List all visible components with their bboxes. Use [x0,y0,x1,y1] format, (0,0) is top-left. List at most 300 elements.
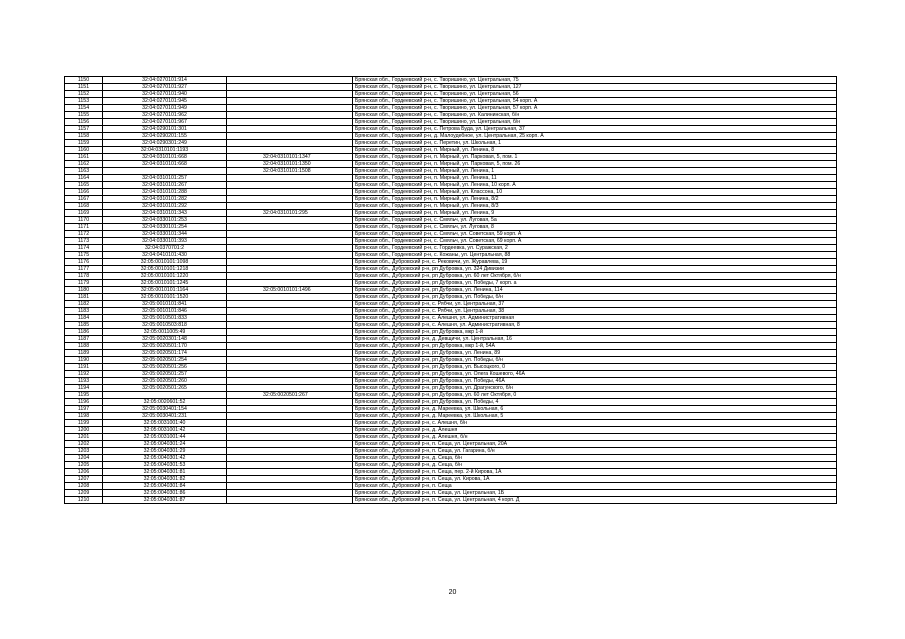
related-cadastral-number-cell [227,476,353,483]
row-number-cell: 1174 [65,245,103,252]
address-cell: Брянская обл., Дубровский р-н, п. Сеща, ул. Центральная, 20А [353,441,837,448]
row-number-cell: 1170 [65,217,103,224]
cadastral-number-cell: 32:05:0010101:1520 [103,294,227,301]
row-number-cell: 1151 [65,84,103,91]
table-row [65,189,837,196]
row-number-cell: 1190 [65,357,103,364]
row-number-cell: 1160 [65,147,103,154]
row-number-cell: 1166 [65,189,103,196]
row-number-cell: 1191 [65,364,103,371]
address-cell: Брянская обл., Дубровский р-н, с. Рябчи, ул. Центральная, 37 [353,301,837,308]
table-row [65,84,837,91]
table-row [65,343,837,350]
row-number-cell: 1187 [65,336,103,343]
address-cell: Брянская обл., Гордеевский р-н, п. Мирный, ул. Ленина, 8 [353,147,837,154]
related-cadastral-number-cell [227,252,353,259]
cadastral-number-cell: 32:05:0010503:818 [103,322,227,329]
related-cadastral-number-cell [227,448,353,455]
table-row [65,420,837,427]
related-cadastral-number-cell [227,126,353,133]
page-number: 20 [448,589,457,596]
table-row [65,133,837,140]
cadastral-number-cell: 32:05:0031001:44 [103,434,227,441]
address-cell: Брянская обл., Дубровский р-н, рп Дубровка, ул. 60 лет Октября, 0 [353,392,837,399]
related-cadastral-number-cell [227,301,353,308]
related-cadastral-number-cell [227,441,353,448]
table-row [65,273,837,280]
table-row [65,406,837,413]
table-row [65,413,837,420]
registry-table [64,76,837,504]
table-row [65,483,837,490]
cadastral-number-cell: 32:04:0310101:257 [103,175,227,182]
row-number-cell: 1162 [65,161,103,168]
row-number-cell: 1185 [65,322,103,329]
address-cell: Брянская обл., Дубровский р-н, п. Сеща, пер. 2-й Кирова, 1А [353,469,837,476]
related-cadastral-number-cell [227,364,353,371]
row-number-cell: 1150 [65,77,103,84]
cadastral-number-cell: 32:05:0040301:87 [103,497,227,504]
address-cell: Брянская обл., Дубровский р-н, рп Дубровка, ул. Высоцкого, 0 [353,364,837,371]
row-number-cell: 1176 [65,259,103,266]
address-cell: Брянская обл., Дубровский р-н, п. Сеща [353,483,837,490]
address-cell: Брянская обл., Дубровский р-н, с. Алешня, ул. Административная [353,315,837,322]
address-cell: Брянская обл., Дубровский р-н, рп Дубровка, ул. Победы, 7 корп. а [353,280,837,287]
related-cadastral-number-cell [227,112,353,119]
related-cadastral-number-cell [227,322,353,329]
table-row [65,217,837,224]
cadastral-number-cell: 32:04:0270101:914 [103,77,227,84]
cadastral-number-cell: 32:05:0040301:86 [103,490,227,497]
address-cell: Брянская обл., Гордеевский р-н, п. Мирный, ул. Парковая, 5, пом. 1 [353,154,837,161]
address-cell: Брянская обл., Дубровский р-н, рп Дубровка, ул. 324 Дивизии [353,266,837,273]
address-cell: Брянская обл., Гордеевский р-н, с. Творишино, ул. Калининская, б/н [353,112,837,119]
table-row [65,329,837,336]
cadastral-number-cell: 32:04:0290101:301 [103,126,227,133]
row-number-cell: 1163 [65,168,103,175]
cadastral-number-cell: 32:05:0040301:81 [103,469,227,476]
table-row [65,126,837,133]
address-cell: Брянская обл., Дубровский р-н, с. Рябчи, ул. Центральная, 38 [353,308,837,315]
row-number-cell: 1178 [65,273,103,280]
address-cell: Брянская обл., Дубровский р-н, д. Мареевка, ул. Школьная, 6 [353,406,837,413]
related-cadastral-number-cell [227,84,353,91]
cadastral-number-cell: 32:04:0270101:967 [103,119,227,126]
address-cell: Брянская обл., Дубровский р-н, рп Дубровка, мкр 1-й, 54А [353,343,837,350]
row-number-cell: 1183 [65,308,103,315]
row-number-cell: 1203 [65,448,103,455]
address-cell: Брянская обл., Дубровский р-н, п. Сеща, ул. Центральная, 1Б [353,490,837,497]
cadastral-number-cell: 32:04:0310101:1193 [103,147,227,154]
table-row [65,448,837,455]
address-cell: Брянская обл., Гордеевский р-н, с. Перетин, ул. Школьная, 1 [353,140,837,147]
row-number-cell: 1209 [65,490,103,497]
address-cell: Брянская обл., Гордеевский р-н, с. Петрова Буда, ул. Центральная, 37 [353,126,837,133]
address-cell: Брянская обл., Дубровский р-н, д. Сеща, б/н [353,455,837,462]
row-number-cell: 1181 [65,294,103,301]
address-cell: Брянская обл., Гордеевский р-н, п. Мирный, ул. Парковая, 5, пом. 26 [353,161,837,168]
related-cadastral-number-cell [227,308,353,315]
table-row [65,77,837,84]
row-number-cell: 1157 [65,126,103,133]
table-row [65,147,837,154]
row-number-cell: 1199 [65,420,103,427]
address-cell: Брянская обл., Гордеевский р-н, с. Смяльч, ул. Луговая, 5а [353,217,837,224]
cadastral-number-cell: 32:04:0270101:927 [103,84,227,91]
row-number-cell: 1205 [65,462,103,469]
table-row [65,252,837,259]
cadastral-number-cell: 32:05:0010101:841 [103,301,227,308]
row-number-cell: 1175 [65,252,103,259]
cadastral-number-cell: 32:04:0270101:962 [103,112,227,119]
row-number-cell: 1172 [65,231,103,238]
table-row [65,399,837,406]
related-cadastral-number-cell [227,119,353,126]
table-row [65,105,837,112]
table-row [65,182,837,189]
address-cell: Брянская обл., Гордеевский р-н, с. Гордеевка, ул. Суражская, 2 [353,245,837,252]
related-cadastral-number-cell [227,455,353,462]
row-number-cell: 1193 [65,378,103,385]
related-cadastral-number-cell [227,483,353,490]
table-row [65,119,837,126]
row-number-cell: 1206 [65,469,103,476]
table-row [65,245,837,252]
cadastral-number-cell: 32:04:0330101:254 [103,224,227,231]
related-cadastral-number-cell [227,462,353,469]
address-cell: Брянская обл., Гордеевский р-н, п. Мирный, ул. Ленина, 9 [353,210,837,217]
row-number-cell: 1171 [65,224,103,231]
table-row [65,259,837,266]
related-cadastral-number-cell [227,490,353,497]
related-cadastral-number-cell [227,294,353,301]
cadastral-number-cell: 32:05:0040301:29 [103,448,227,455]
address-cell: Брянская обл., Дубровский р-н, рп Дубровка, ул. Ленина, 114 [353,287,837,294]
related-cadastral-number-cell [227,350,353,357]
table-row [65,469,837,476]
address-cell: Брянская обл., Гордеевский р-н, с. Смяльч, ул. Советская, 59 корп. А [353,231,837,238]
row-number-cell: 1184 [65,315,103,322]
address-cell: Брянская обл., Гордеевский р-н, с. Творишино, ул. Центральная, 75 [353,77,837,84]
cadastral-number-cell: 32:05:0040301:84 [103,483,227,490]
cadastral-number-cell: 32:04:0310101:282 [103,196,227,203]
row-number-cell: 1164 [65,175,103,182]
address-cell: Брянская обл., Дубровский р-н, рп Дубровка, ул. Победы, 46А [353,378,837,385]
related-cadastral-number-cell [227,245,353,252]
address-cell: Брянская обл., Дубровский р-н, д. Сеща, б/н [353,462,837,469]
related-cadastral-number-cell [227,434,353,441]
address-cell: Брянская обл., Гордеевский р-н, п. Мирный, ул. Классона, 10 [353,189,837,196]
cadastral-number-cell: 32:04:0310101:292 [103,203,227,210]
address-cell: Брянская обл., Дубровский р-н, с. Рековичи, ул. Журавлева, 19 [353,259,837,266]
row-number-cell: 1208 [65,483,103,490]
related-cadastral-number-cell [227,280,353,287]
cadastral-number-cell: 32:05:0010101:1098 [103,259,227,266]
related-cadastral-number-cell [227,98,353,105]
row-number-cell: 1168 [65,203,103,210]
related-cadastral-number-cell [227,238,353,245]
related-cadastral-number-cell [227,420,353,427]
cadastral-number-cell: 32:05:0011005:49 [103,329,227,336]
table-row [65,203,837,210]
related-cadastral-number-cell [227,217,353,224]
cadastral-number-cell: 32:04:0270101:949 [103,105,227,112]
row-number-cell: 1155 [65,112,103,119]
row-number-cell: 1159 [65,140,103,147]
address-cell: Брянская обл., Гордеевский р-н, п. Мирный, ул. Ленина, 11 [353,175,837,182]
related-cadastral-number-cell [227,147,353,154]
cadastral-number-cell: 32:05:0040301:82 [103,476,227,483]
table-row [65,140,837,147]
cadastral-number-cell: 32:04:0290301:249 [103,140,227,147]
related-cadastral-number-cell [227,343,353,350]
cadastral-number-cell: 32:05:0010101:1245 [103,280,227,287]
related-cadastral-number-cell [227,203,353,210]
table-row [65,308,837,315]
address-cell: Брянская обл., Гордеевский р-н, с. Кожаны, ул. Центральная, 88 [353,252,837,259]
related-cadastral-number-cell [227,315,353,322]
table-row [65,238,837,245]
address-cell: Брянская обл., Гордеевский р-н, с. Творишино, ул. Центральная, б/н [353,119,837,126]
related-cadastral-number-cell [227,273,353,280]
table-row [65,315,837,322]
row-number-cell: 1173 [65,238,103,245]
row-number-cell: 1200 [65,427,103,434]
table-row [65,231,837,238]
related-cadastral-number-cell [227,371,353,378]
related-cadastral-number-cell: 32:04:0310101:1350 [227,161,353,168]
table-row [65,168,837,175]
table-row [65,371,837,378]
cadastral-number-cell: 32:04:0330101:344 [103,231,227,238]
row-number-cell: 1196 [65,399,103,406]
cadastral-number-cell: 32:05:0010501:833 [103,315,227,322]
address-cell: Брянская обл., Гордеевский р-н, п. Мирный, ул. Ленина, 1 [353,168,837,175]
cadastral-number-cell: 32:05:0010101:1220 [103,273,227,280]
row-number-cell: 1177 [65,266,103,273]
address-cell: Брянская обл., Дубровский р-н, рп Дубровка, ул. Драгунского, б/н [353,385,837,392]
related-cadastral-number-cell [227,497,353,504]
cadastral-number-cell: 32:05:0020501:256 [103,364,227,371]
cadastral-number-cell: 32:04:0310101:668 [103,161,227,168]
table-row [65,294,837,301]
related-cadastral-number-cell [227,385,353,392]
row-number-cell: 1169 [65,210,103,217]
row-number-cell: 1197 [65,406,103,413]
table-row [65,462,837,469]
table-row [65,91,837,98]
related-cadastral-number-cell [227,224,353,231]
cadastral-number-cell: 32:04:0410101:430 [103,252,227,259]
address-cell: Брянская обл., Гордеевский р-н, с. Смяльч, ул. Луговая, 8 [353,224,837,231]
address-cell: Брянская обл., Гордеевский р-н, с. Творишино, ул. Центральная, 57 корп. А [353,105,837,112]
address-cell: Брянская обл., Дубровский р-н, д. Мареевка, ул. Школьная, 5 [353,413,837,420]
row-number-cell: 1152 [65,91,103,98]
related-cadastral-number-cell [227,231,353,238]
related-cadastral-number-cell [227,329,353,336]
row-number-cell: 1194 [65,385,103,392]
table-row [65,196,837,203]
address-cell: Брянская обл., Дубровский р-н, д. Алешня [353,427,837,434]
table-row [65,98,837,105]
cadastral-number-cell: 32:05:0020301:148 [103,336,227,343]
table-row [65,392,837,399]
row-number-cell: 1198 [65,413,103,420]
related-cadastral-number-cell: 32:05:0010101:1496 [227,287,353,294]
related-cadastral-number-cell: 32:04:0310101:1347 [227,154,353,161]
cadastral-number-cell: 32:05:0010101:1164 [103,287,227,294]
cadastral-number-cell: 32:05:0031001:42 [103,427,227,434]
row-number-cell: 1158 [65,133,103,140]
cadastral-number-cell: 32:05:0010101:1218 [103,266,227,273]
related-cadastral-number-cell [227,133,353,140]
table-row [65,434,837,441]
cadastral-number-cell: 32:05:0020501:174 [103,350,227,357]
cadastral-number-cell: 32:05:0020601:52 [103,399,227,406]
cadastral-number-cell [103,168,227,175]
address-cell: Брянская обл., Дубровский р-н, рп Дубровка, ул. Олега Кошевого, 46А [353,371,837,378]
row-number-cell: 1192 [65,371,103,378]
table-row [65,350,837,357]
address-cell: Брянская обл., Дубровский р-н, рп Дубровка, ул. 60 лет Октября, б/н [353,273,837,280]
related-cadastral-number-cell [227,427,353,434]
cadastral-number-cell: 32:05:0020501:257 [103,371,227,378]
related-cadastral-number-cell [227,399,353,406]
related-cadastral-number-cell [227,357,353,364]
related-cadastral-number-cell [227,175,353,182]
related-cadastral-number-cell [227,182,353,189]
table-row [65,490,837,497]
cadastral-number-cell: 32:04:0290201:155 [103,133,227,140]
cadastral-number-cell: 32:05:0030401:154 [103,406,227,413]
row-number-cell: 1156 [65,119,103,126]
cadastral-number-cell: 32:05:0020501:170 [103,343,227,350]
row-number-cell: 1179 [65,280,103,287]
address-cell: Брянская обл., Дубровский р-н, с. Алешня, б/н [353,420,837,427]
table-row [65,364,837,371]
cadastral-number-cell: 32:05:0040301:42 [103,455,227,462]
cadastral-number-cell: 32:04:0310101:288 [103,189,227,196]
address-cell: Брянская обл., Гордеевский р-н, д. Малоудебное, ул. Центральная, 25 корп. А [353,133,837,140]
row-number-cell: 1182 [65,301,103,308]
address-cell: Брянская обл., Дубровский р-н, рп Дубровка, мкр 1-й [353,329,837,336]
related-cadastral-number-cell: 32:05:0020501:267 [227,392,353,399]
cadastral-number-cell: 32:04:0310101:267 [103,182,227,189]
row-number-cell: 1202 [65,441,103,448]
table-row [65,287,837,294]
table-row [65,455,837,462]
row-number-cell: 1188 [65,343,103,350]
related-cadastral-number-cell [227,77,353,84]
row-number-cell: 1204 [65,455,103,462]
row-number-cell: 1201 [65,434,103,441]
address-cell: Брянская обл., Дубровский р-н, п. Сеща, ул. Кирова, 1А [353,476,837,483]
related-cadastral-number-cell [227,378,353,385]
cadastral-number-cell: 32:04:0330101:253 [103,217,227,224]
address-cell: Брянская обл., Дубровский р-н, п. Сеща, ул. Гагарина, б/н [353,448,837,455]
row-number-cell: 1207 [65,476,103,483]
row-number-cell: 1161 [65,154,103,161]
table-row [65,476,837,483]
cadastral-number-cell: 32:04:0330101:393 [103,238,227,245]
address-cell: Брянская обл., Дубровский р-н, д. Девщичи, ул. Центральная, 16 [353,336,837,343]
related-cadastral-number-cell [227,189,353,196]
address-cell: Брянская обл., Гордеевский р-н, с. Творишино, ул. Центральная, 54 корп. А [353,98,837,105]
table-row [65,161,837,168]
registry-table-body [65,77,837,504]
cadastral-number-cell: 32:04:0270101:940 [103,91,227,98]
cadastral-number-cell: 32:05:0031001:40 [103,420,227,427]
cadastral-number-cell: 32:05:0020501:265 [103,385,227,392]
related-cadastral-number-cell [227,406,353,413]
cadastral-number-cell: 32:04:0310101:668 [103,154,227,161]
related-cadastral-number-cell [227,140,353,147]
address-cell: Брянская обл., Гордеевский р-н, с. Смяльч, ул. Советская, 69 корп. А [353,238,837,245]
cadastral-number-cell: 32:05:0010101:846 [103,308,227,315]
cadastral-number-cell: 32:05:0030401:231 [103,413,227,420]
address-cell: Брянская обл., Гордеевский р-н, с. Творишино, ул. Центральная, 56 [353,91,837,98]
cadastral-number-cell: 32:04:0270101:945 [103,98,227,105]
row-number-cell: 1180 [65,287,103,294]
related-cadastral-number-cell [227,259,353,266]
address-cell: Брянская обл., Дубровский р-н, п. Сеща, ул. Центральная, 4 корп. Д [353,497,837,504]
related-cadastral-number-cell [227,336,353,343]
table-row [65,224,837,231]
table-row [65,112,837,119]
cadastral-number-cell: 32:04:0310101:343 [103,210,227,217]
address-cell: Брянская обл., Гордеевский р-н, п. Мирный, ул. Ленина, 8/3 [353,203,837,210]
related-cadastral-number-cell [227,469,353,476]
address-cell: Брянская обл., Гордеевский р-н, п. Мирный, ул. Ленина, 10 корп. А [353,182,837,189]
table-row [65,301,837,308]
address-cell: Брянская обл., Дубровский р-н, рп Дубровка, ул. Победы, 4 [353,399,837,406]
row-number-cell: 1189 [65,350,103,357]
related-cadastral-number-cell [227,413,353,420]
address-cell: Брянская обл., Гордеевский р-н, с. Творишино, ул. Центральная, 127 [353,84,837,91]
table-row [65,175,837,182]
table-row [65,497,837,504]
table-row [65,385,837,392]
row-number-cell: 1195 [65,392,103,399]
address-cell: Брянская обл., Дубровский р-н, рп Дубровка, ул. Победы, б/н [353,357,837,364]
row-number-cell: 1210 [65,497,103,504]
table-row [65,322,837,329]
row-number-cell: 1165 [65,182,103,189]
row-number-cell: 1167 [65,196,103,203]
cadastral-number-cell [103,392,227,399]
row-number-cell: 1154 [65,105,103,112]
cadastral-number-cell: 32:05:0020501:260 [103,378,227,385]
table-row [65,266,837,273]
table-row [65,427,837,434]
table-row [65,378,837,385]
row-number-cell: 1153 [65,98,103,105]
table-row [65,441,837,448]
table-row [65,336,837,343]
related-cadastral-number-cell [227,105,353,112]
address-cell: Брянская обл., Дубровский р-н, с. Алешня, ул. Административная, 8 [353,322,837,329]
related-cadastral-number-cell [227,196,353,203]
cadastral-number-cell: 32:05:0040301:53 [103,462,227,469]
related-cadastral-number-cell [227,91,353,98]
address-cell: Брянская обл., Дубровский р-н, д. Алешня, б/н [353,434,837,441]
cadastral-number-cell: 32:05:0040301:24 [103,441,227,448]
row-number-cell: 1186 [65,329,103,336]
table-row [65,357,837,364]
table-row [65,154,837,161]
related-cadastral-number-cell: 32:04:0310101:295 [227,210,353,217]
related-cadastral-number-cell: 32:04:0310101:1508 [227,168,353,175]
